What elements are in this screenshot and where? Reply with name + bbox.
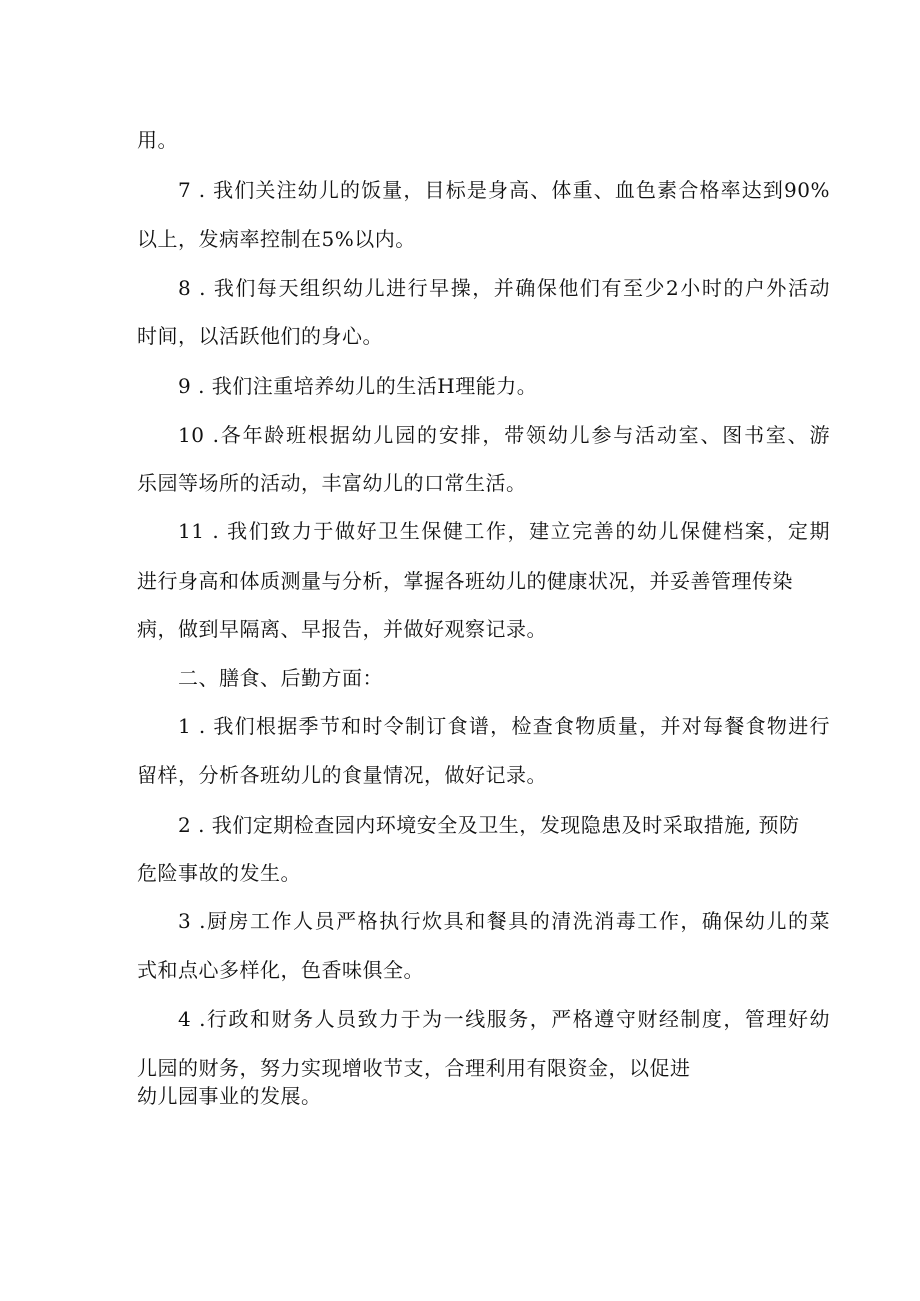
paragraph-line: 式和点心多样化，色香味俱全。 — [137, 958, 424, 982]
paragraph-line: 儿园的财务，努力实现增收节支，合理利用有限资金，以促进 — [137, 1056, 691, 1080]
paragraph-line: 留样，分析各班幼儿的食量情况，做好记录。 — [137, 763, 547, 787]
paragraph-line: 11 . 我们致力于做好卫生保健工作，建立完善的幼儿保健档案，定期 — [178, 519, 830, 543]
paragraph-line: 以上，发病率控制在5%以内。 — [137, 227, 416, 251]
paragraph-line: 8 . 我们每天组织幼儿进行早操，并确保他们有至少2小时的户外活动 — [178, 276, 830, 300]
paragraph-line: 2 . 我们定期检查园内环境安全及卫生，发现隐患及时采取措施, 预防 — [178, 813, 800, 837]
paragraph-line: 进行身高和体质测量与分析，掌握各班幼儿的健康状况，并妥善管理传染 — [137, 569, 793, 593]
paragraph-line: 4 .行政和财务人员致力于为一线服务，严格遵守财经制度，管理好幼 — [178, 1007, 830, 1031]
paragraph-line: 用。 — [137, 128, 178, 152]
paragraph-line: 危险事故的发生。 — [137, 861, 301, 885]
paragraph-line: 病，做到早隔离、早报告，并做好观察记录。 — [137, 617, 547, 641]
paragraph-line: 乐园等场所的活动，丰富幼儿的口常生活。 — [137, 471, 527, 495]
paragraph-line: 10 .各年龄班根据幼儿园的安排，带领幼儿参与活动室、图书室、游 — [178, 423, 830, 447]
paragraph-line: 1 . 我们根据季节和时令制订食谱，检查食物质量，并对每餐食物进行 — [178, 714, 830, 738]
paragraph-line: 9 . 我们注重培养幼儿的生活H理能力。 — [178, 374, 538, 398]
paragraph-line: 时间，以活跃他们的身心。 — [137, 324, 383, 348]
paragraph-line: 7 . 我们关注幼儿的饭量，目标是身高、体重、血色素合格率达到90% — [178, 178, 830, 202]
section-heading: 二、膳食、后勤方面： — [178, 666, 383, 690]
paragraph-line: 3 .厨房工作人员严格执行炊具和餐具的清洗消毒工作，确保幼儿的菜 — [178, 909, 830, 933]
paragraph-line: 幼儿园事业的发展。 — [137, 1084, 322, 1108]
